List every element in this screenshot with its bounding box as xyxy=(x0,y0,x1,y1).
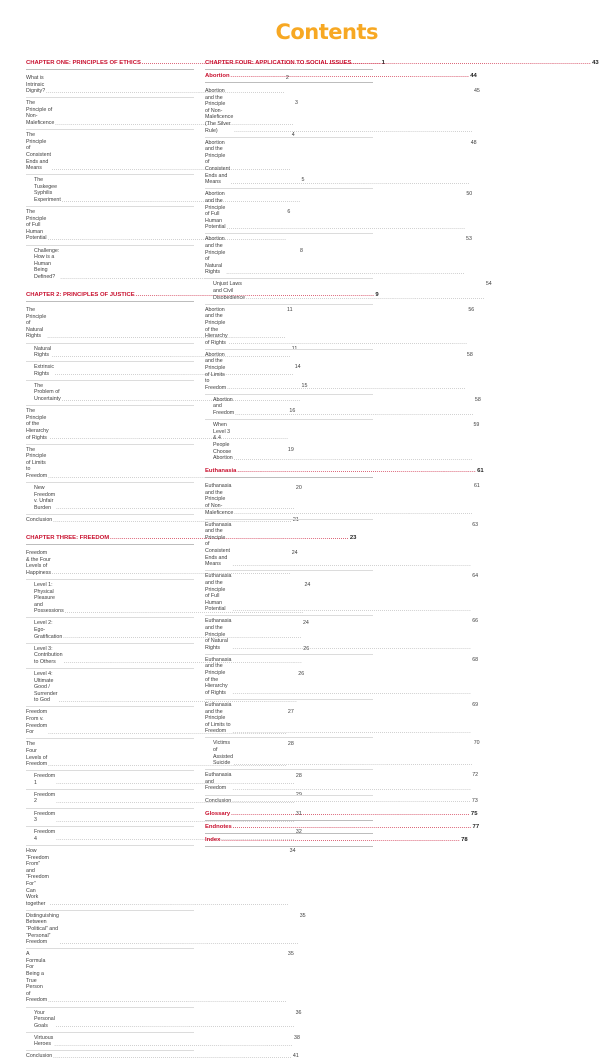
toc-entry-title: The Principle of Limits to Freedom xyxy=(26,446,48,479)
toc-chapter-heading[interactable] xyxy=(205,468,484,478)
toc-page-number: 27 xyxy=(287,709,294,716)
toc-entry[interactable] xyxy=(205,616,479,654)
toc-entry[interactable] xyxy=(26,911,306,949)
toc-subentry[interactable] xyxy=(26,1033,300,1052)
toc-page-number: 45 xyxy=(473,88,480,94)
toc-chapter-heading[interactable] xyxy=(26,535,357,545)
toc-page-number: 20 xyxy=(295,485,302,492)
toc-entry-title: Level 4: Ultimate Good / Surrender to God xyxy=(34,670,58,704)
toc-entry-title: The Principle of Natural Rights xyxy=(26,307,47,340)
toc-entry-title: Glossary xyxy=(205,810,231,817)
toc-entry-title: Abortion and the Principle of Natural Rights xyxy=(205,236,226,276)
toc-entry-title: Freedom 1 xyxy=(34,773,56,786)
dot-leader xyxy=(232,798,471,804)
toc-entry-title: Euthanasia and the Principle of Non-Maleficence xyxy=(205,483,234,516)
toc-entry[interactable] xyxy=(205,796,478,807)
toc-page-number: 26 xyxy=(303,645,310,652)
toc-page-number: 72 xyxy=(472,772,479,779)
toc-page-number: 73 xyxy=(471,797,478,804)
toc-page-number: 41 xyxy=(292,1053,299,1060)
toc-entry[interactable] xyxy=(26,515,299,526)
dot-leader xyxy=(234,456,473,462)
toc-page-number: 11 xyxy=(287,307,293,314)
toc-page-number: 9 xyxy=(375,292,379,299)
dot-leader xyxy=(48,998,287,1004)
toc-page-number: 32 xyxy=(295,829,302,836)
toc-page-number: 4 xyxy=(291,132,295,139)
toc-entry[interactable] xyxy=(205,481,480,519)
toc-entry-title: CHAPTER 2: PRINCIPLES OF JUSTICE xyxy=(26,292,135,299)
toc-subentry[interactable] xyxy=(205,279,492,304)
toc-entry-title: The Problem of Uncertainty xyxy=(34,382,61,403)
toc-entry-title: Endnotes xyxy=(205,823,232,830)
toc-page-number: 58 xyxy=(466,351,473,358)
toc-page-number: 6 xyxy=(287,209,291,216)
dot-leader xyxy=(234,761,473,767)
dot-leader xyxy=(233,690,472,696)
toc-page-number: 59 xyxy=(473,422,480,429)
toc-entry-title: The Principle of Non-Maleficence xyxy=(26,100,55,127)
toc-chapter-heading[interactable] xyxy=(205,836,468,847)
toc-chapter-heading[interactable] xyxy=(205,810,478,821)
section-spacer xyxy=(26,526,194,535)
toc-entry-title: The Tuskegee Syphilis Experiment xyxy=(34,177,61,203)
toc-page-number: 56 xyxy=(468,306,475,313)
dot-leader xyxy=(227,382,466,391)
toc-entry-title: Euthanasia and the Principle of Limits to Freedom xyxy=(205,701,232,735)
toc-subentry[interactable] xyxy=(205,395,481,420)
toc-page-number: 28 xyxy=(287,741,294,748)
toc-entry-title: Challenge: How is a Human Being Defined? xyxy=(34,247,60,280)
toc-entry-title: Extrinsic Rights xyxy=(34,364,55,377)
toc-entry[interactable] xyxy=(26,548,298,580)
toc-entry-title: Abortion xyxy=(205,73,230,79)
toc-chapter-heading[interactable] xyxy=(26,292,379,302)
toc-entry-title: The Principle of Full Human Potential xyxy=(26,209,47,242)
dot-leader xyxy=(237,468,476,474)
toc-page-number: 66 xyxy=(472,618,479,625)
toc-subentry[interactable] xyxy=(26,381,308,406)
toc-entry-title: Level 1: Physical Pleasure and Possessions xyxy=(34,581,64,615)
toc-entry-title: Freedom 3 xyxy=(34,810,56,824)
toc-entry-title: Level 2: Ego-Gratification xyxy=(34,620,63,640)
toc-entry-title: Euthanasia and the Principle of Consistent Ends and Means xyxy=(205,521,232,568)
toc-entry[interactable] xyxy=(205,86,480,138)
toc-subentry[interactable] xyxy=(26,644,310,669)
dot-leader xyxy=(246,295,485,301)
toc-entry-title: Conclusion xyxy=(26,516,53,523)
toc-entry[interactable] xyxy=(26,1051,299,1062)
toc-entry-title: CHAPTER ONE: PRINCIPLES OF ETHICS xyxy=(26,60,141,66)
toc-entry-title: Freedom From v. Freedom For xyxy=(26,709,48,736)
dot-leader xyxy=(352,60,591,66)
toc-entry-title: What is Intrinsic Dignity? xyxy=(26,75,46,95)
toc-entry[interactable] xyxy=(205,138,477,190)
toc-subentry[interactable] xyxy=(205,738,480,770)
toc-page-number: 43 xyxy=(592,60,599,66)
dot-leader xyxy=(53,1054,292,1060)
dot-leader xyxy=(233,786,472,792)
dot-leader xyxy=(234,510,473,516)
toc-entry-title: Euthanasia and the Principle of Natural Rights xyxy=(205,618,232,651)
toc-entry-title: Euthanasia and Freedom xyxy=(205,772,232,792)
toc-subentry[interactable] xyxy=(26,344,298,363)
toc-page-number: 31 xyxy=(295,810,302,817)
toc-page-number: 1 xyxy=(381,60,385,66)
toc-entry-title: Your Personal Goals xyxy=(34,1009,55,1029)
toc-chapter-heading[interactable] xyxy=(205,823,480,834)
toc-page-number: 61 xyxy=(477,468,484,475)
dot-leader xyxy=(231,73,470,79)
toc-entry-title: Abortion and the Principle of Non-Maleficence (The Silver Rule) xyxy=(205,88,234,134)
toc-entry-title: CHAPTER THREE: FREEDOM xyxy=(26,535,110,542)
toc-entry[interactable] xyxy=(26,949,294,1007)
toc-entry-title: Conclusion xyxy=(26,1053,53,1060)
toc-entry-title: A Formula For Being a True Person of Freedom xyxy=(26,951,48,1004)
toc-entry[interactable] xyxy=(26,846,296,911)
toc-page-number: 69 xyxy=(472,701,479,708)
toc-entry-title: Virtuous Heroes xyxy=(34,1034,54,1048)
toc-page-number: 24 xyxy=(304,581,311,588)
dot-leader xyxy=(229,340,468,346)
toc-page-number: 11 xyxy=(291,345,298,352)
toc-entry-title: Abortion and the Principle of Limits to Freedom xyxy=(205,351,227,391)
dot-leader xyxy=(234,128,473,134)
toc-page-number: 53 xyxy=(466,236,472,243)
dot-leader xyxy=(233,645,472,651)
toc-page-number: 63 xyxy=(472,521,479,528)
toc-page-number: 54 xyxy=(485,281,492,288)
toc-page-number: 8 xyxy=(300,247,303,254)
toc-entry-title: How “Freedom From” and “Freedom For” Can Work together xyxy=(26,847,49,907)
toc-entry-title: Freedom & the Four Levels of Happiness xyxy=(26,550,52,576)
toc-entry-title: Natural Rights xyxy=(34,345,52,359)
toc-entry-title: Level 3: Contribution to Others xyxy=(34,645,63,665)
toc-entry-title: CHAPTER FOUR: APPLICATION TO SOCIAL ISSUES xyxy=(205,60,352,66)
toc-page-number: 35 xyxy=(299,912,306,919)
toc-page-number: 61 xyxy=(473,483,480,490)
toc-page-number: 70 xyxy=(473,740,480,747)
toc-chapter-heading[interactable] xyxy=(205,73,477,83)
dot-leader xyxy=(233,562,472,568)
dot-leader xyxy=(227,225,466,231)
toc-page-number: 19 xyxy=(287,446,294,453)
toc-entry-title: The Principle of Consistent Ends and Means xyxy=(26,132,52,172)
dot-leader xyxy=(60,940,299,946)
toc-page-number: 50 xyxy=(466,191,473,198)
toc-page-number: 2 xyxy=(285,75,289,81)
toc-page-number: 78 xyxy=(461,836,468,843)
toc-entry-title: Abortion and the Principle of the Hierarchy of Rights xyxy=(205,306,228,346)
dot-leader xyxy=(233,607,472,613)
toc-entry[interactable] xyxy=(205,655,479,700)
toc-page-number: 77 xyxy=(472,823,480,830)
toc-entry-title: When Level 3 & 4 People Choose Abortion xyxy=(213,422,233,462)
toc-page-number: 36 xyxy=(295,1009,302,1016)
section-spacer xyxy=(26,283,194,292)
dot-leader xyxy=(221,837,460,843)
toc-page-number: 34 xyxy=(289,847,296,854)
toc-right-column xyxy=(205,60,599,850)
dot-leader xyxy=(54,1042,293,1048)
toc-subentry[interactable] xyxy=(26,1008,302,1033)
toc-entry-title: Abortion and Freedom xyxy=(213,396,235,417)
toc-entry-title: Abortion and the Principle of Consistent Ends and Means xyxy=(205,139,231,186)
toc-entry-title: Conclusion xyxy=(205,797,232,804)
toc-entry[interactable] xyxy=(205,350,473,395)
toc-entry[interactable] xyxy=(205,520,479,572)
toc-page-number: 35 xyxy=(287,951,294,958)
dot-leader xyxy=(50,901,289,907)
toc-entry-title: Distinguishing Between “Political” and “Personal” Freedom xyxy=(26,912,59,946)
dot-leader xyxy=(56,1023,295,1029)
toc-subentry[interactable] xyxy=(26,362,301,381)
toc-page-number: 15 xyxy=(301,382,308,389)
toc-entry[interactable] xyxy=(205,700,479,738)
toc-entry[interactable] xyxy=(205,305,475,350)
toc-entry-title: Index xyxy=(205,836,221,843)
toc-chapter-heading[interactable] xyxy=(205,60,599,70)
toc-page-number: 21 xyxy=(292,516,299,523)
toc-page-number: 24 xyxy=(302,620,309,627)
dot-leader xyxy=(231,180,470,186)
toc-page-number: 38 xyxy=(294,1034,300,1041)
toc-entry-title: Freedom 4 xyxy=(34,829,56,842)
dot-leader xyxy=(226,270,465,276)
toc-entry[interactable] xyxy=(205,571,479,616)
toc-entry-title: The Four Levels of Freedom xyxy=(26,741,48,768)
toc-entry[interactable] xyxy=(205,189,473,234)
toc-page-number: 5 xyxy=(301,177,305,184)
toc-page-number: 58 xyxy=(474,396,481,403)
page-title: Contents xyxy=(275,20,378,44)
toc-page-number: 24 xyxy=(291,550,298,557)
toc-page-number: 23 xyxy=(349,535,357,542)
toc-entry-title: Freedom 2 xyxy=(34,791,56,805)
toc-page-number: 44 xyxy=(470,73,477,79)
toc-page-number: 68 xyxy=(472,656,479,663)
toc-entry-title: Euthanasia xyxy=(205,468,237,475)
toc-entry[interactable] xyxy=(205,770,479,795)
toc-entry[interactable] xyxy=(205,234,472,279)
dot-leader xyxy=(233,824,472,830)
toc-page-number: 48 xyxy=(470,139,477,146)
toc-page-number: 75 xyxy=(470,810,478,817)
toc-entry-title: The Principle of the Hierarchy of Rights xyxy=(26,408,49,441)
toc-page-number: 28 xyxy=(295,773,302,780)
toc-page-number: 3 xyxy=(294,100,298,107)
dot-leader xyxy=(231,811,470,817)
toc-page-number: 16 xyxy=(289,408,296,415)
dot-leader xyxy=(235,411,474,417)
toc-entry-title: Abortion and the Principle of Full Human Potential xyxy=(205,191,226,231)
toc-entry-title: New Freedom v. Unfair Burden xyxy=(34,485,56,511)
toc-page-number: 26 xyxy=(298,670,305,677)
toc-page-number: 64 xyxy=(472,573,479,580)
toc-entry-title: Unjust Laws and Civil Disobedience xyxy=(213,281,246,301)
toc-entry-title: Victims of Assisted Suicide xyxy=(213,740,234,767)
dot-leader xyxy=(233,729,472,735)
toc-entry-title: Euthanasia and the Principle of the Hierarchy of Rights xyxy=(205,656,232,696)
toc-entry-title: Euthanasia and the Principle of Full Human Potential xyxy=(205,573,232,613)
toc-subentry[interactable] xyxy=(205,420,480,464)
toc-subentry[interactable] xyxy=(26,175,305,207)
toc-page-number: 14 xyxy=(294,364,301,371)
toc-page-number: 29 xyxy=(295,791,302,798)
